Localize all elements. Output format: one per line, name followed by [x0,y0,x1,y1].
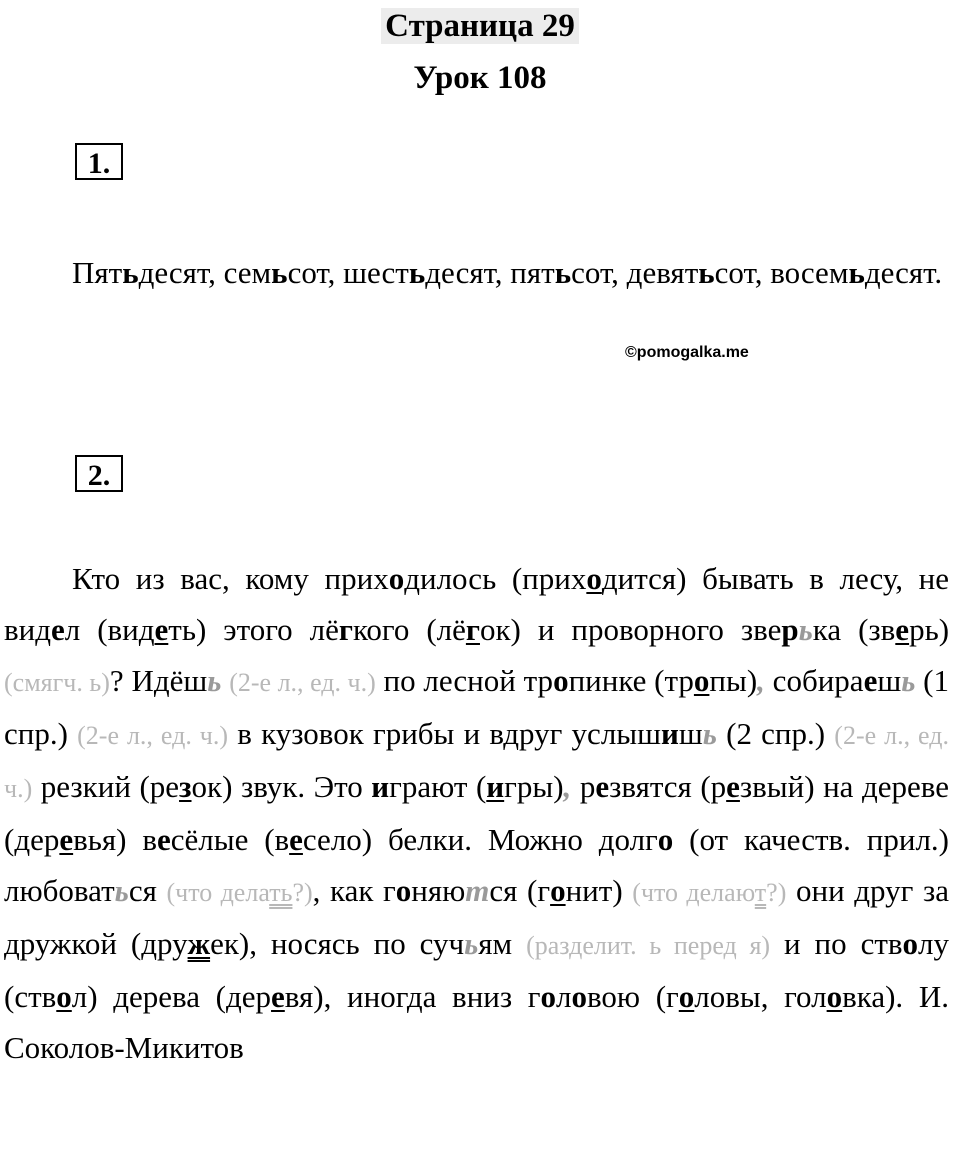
task-1-text: Пятьдесят, семьсот, шестьдесят, пятьсот, девятьсот, восемьдесят. [72,255,943,290]
lesson-title: Урок 108 [413,60,547,96]
task-2-text: Кто из вас, кому приходилось (приходится) бывать в лесу, не видел (видеть) этого лёгкого (лёгок) и проворного зверька (зверь) (смягч. ь)? Идёшь (2-е л., ед. ч.) по лесной тропинке (тропы), собираешь (1 спр.) (2-е л., ед. ч.) в кузовок грибы и вдруг услышишь (2 спр.) (2-е л., ед. ч.) резкий (резок) звук. Это играют (игры), резвятся (резвый) на дереве (деревья) весёлые (весело) белки. Можно долго (от качеств. прил.) любоваться (что делать?), как гоняются (гонит) (что делают?) они друг за дружкой (дружек), носясь по сучьям (разделит. ь перед я) и по стволу (ствол) дерева (деревя), иногда вниз головою (головы, головка). И. Соколов-Микитов [4,561,950,1065]
task-2-number: 2. [75,455,123,492]
page-title: Страница 29 [0,6,960,46]
watermark: ©pomogalka.me [625,344,749,361]
task-1-number: 1. [75,143,123,180]
